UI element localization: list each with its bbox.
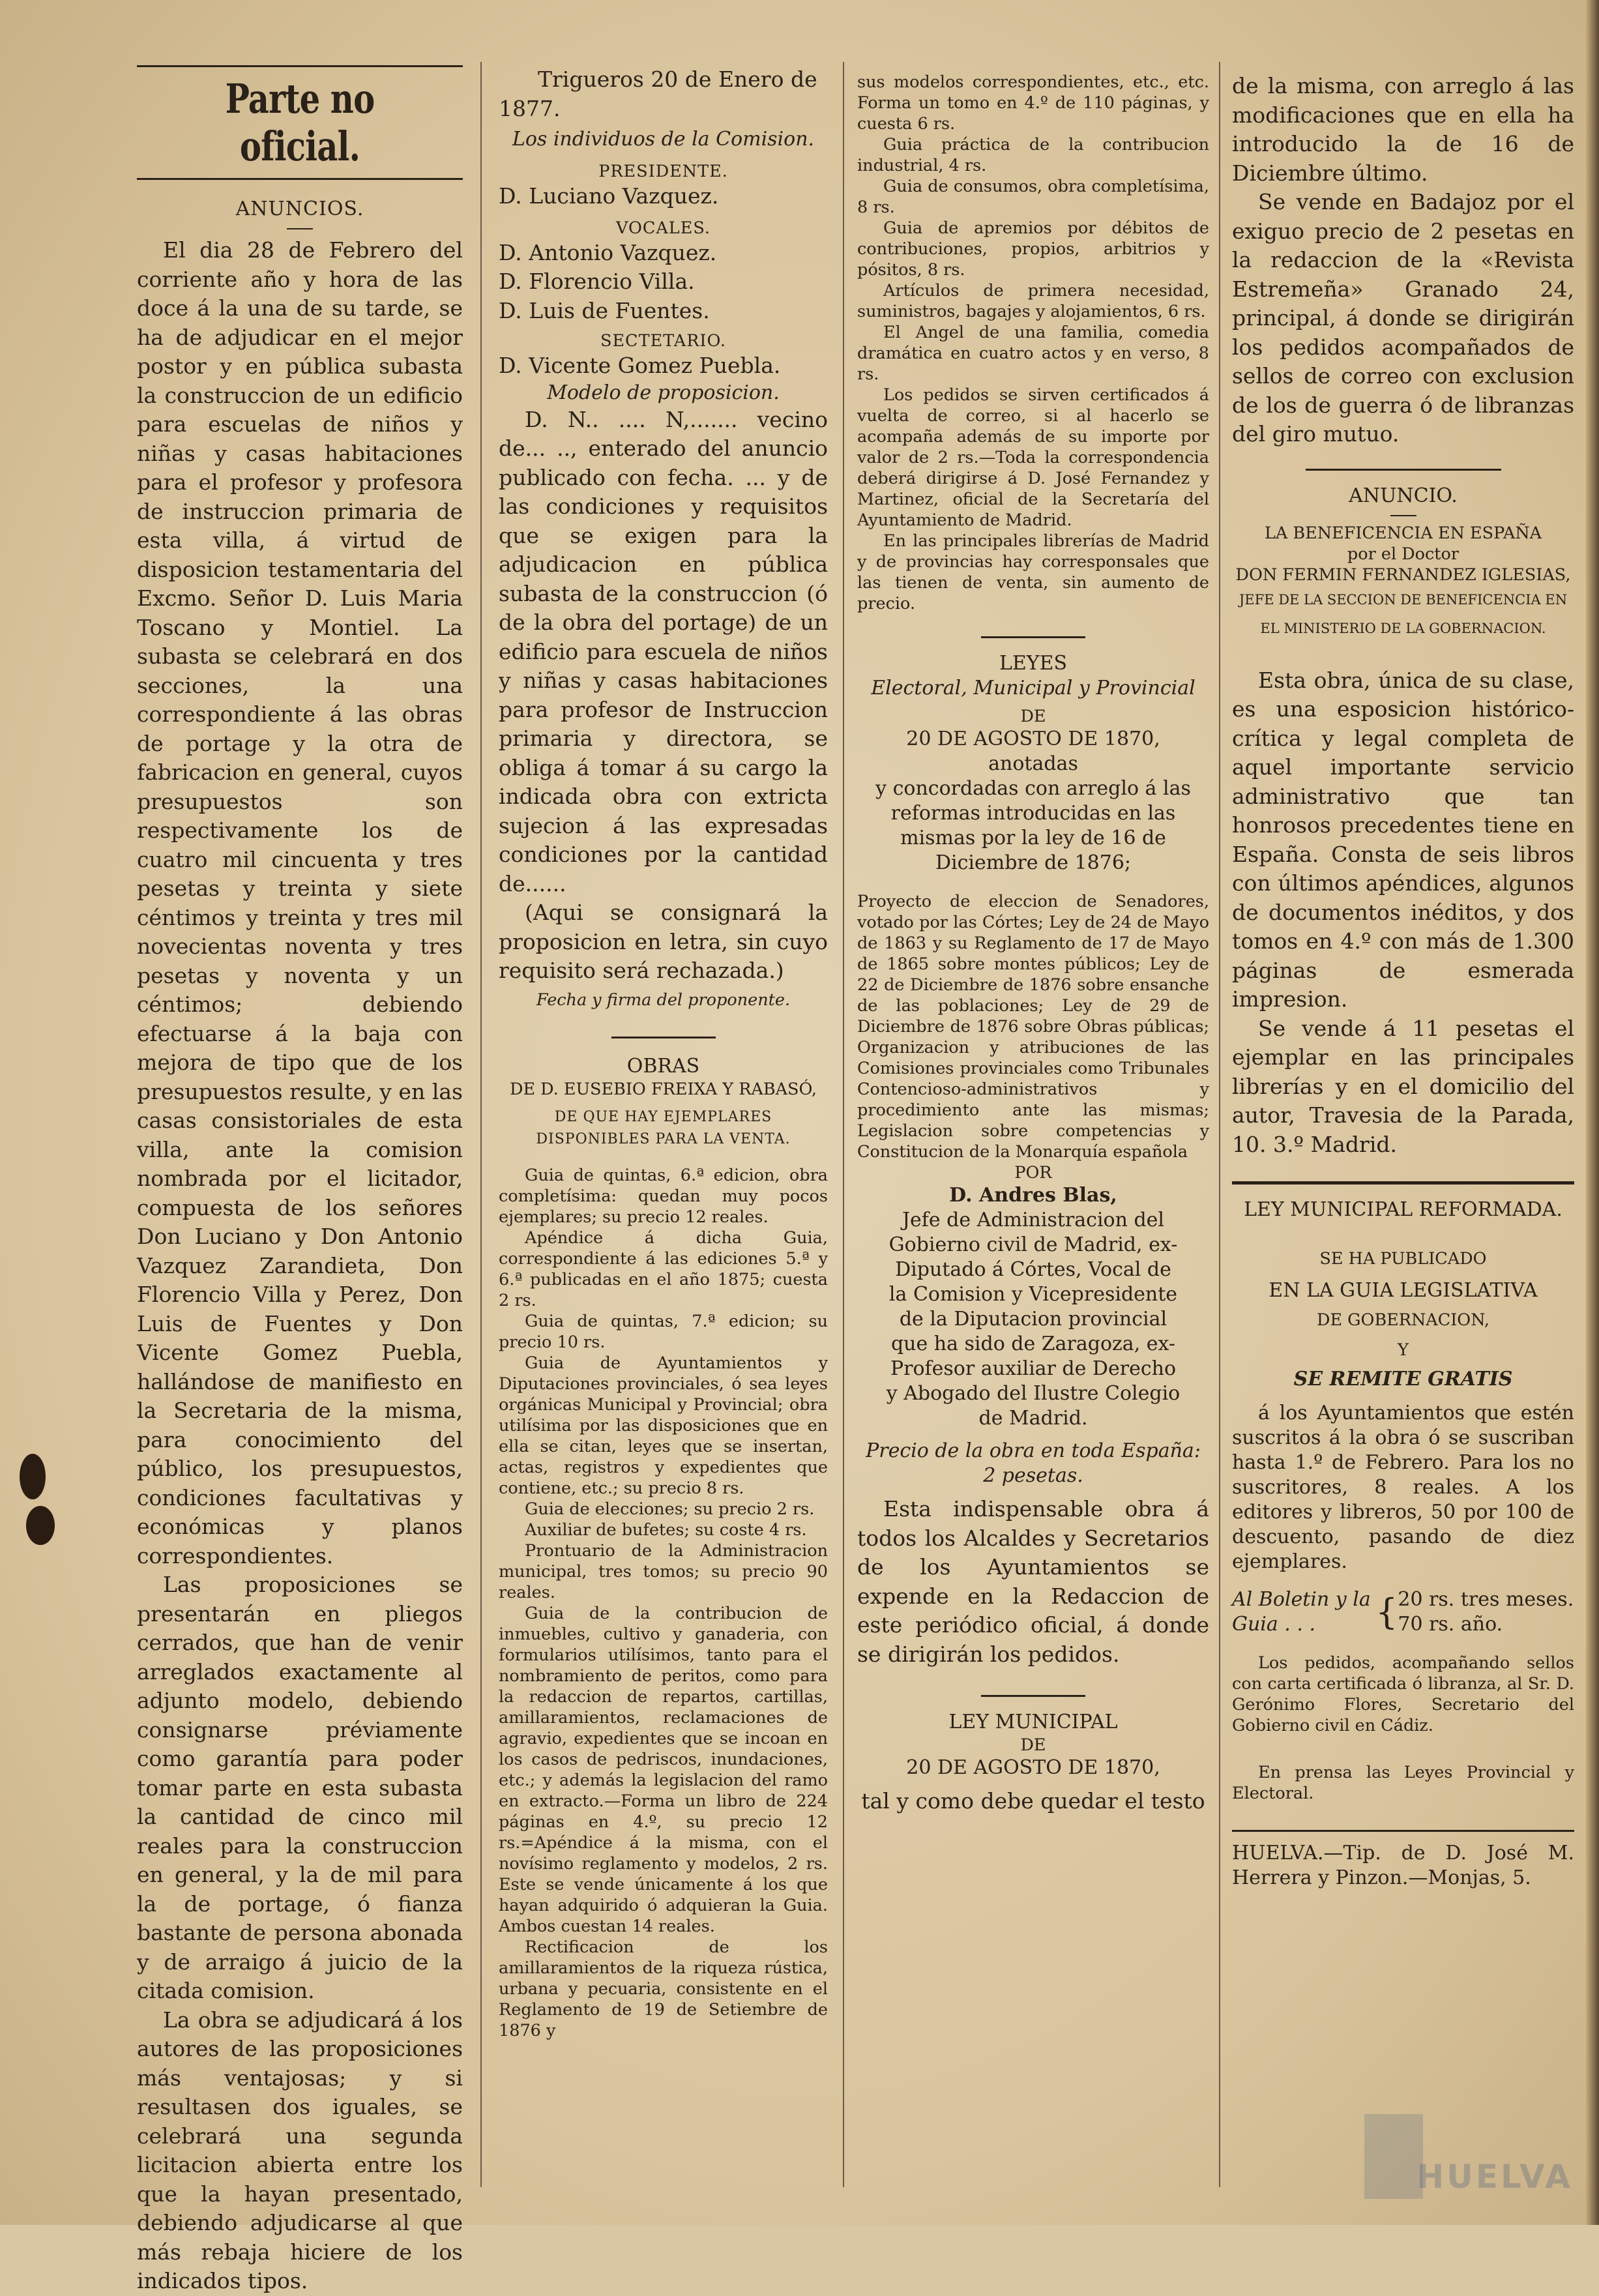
obra-item: Guia de apremios por débitos de contribuciones, propios, arbitrios y pósitos, 8 rs. [857,218,1209,280]
column-4 [1232,72,1574,1891]
ley-reformada: LEY MUNICIPAL REFORMADA. [1244,1198,1562,1221]
ley-municipal-de: DE [1020,1735,1046,1755]
top-rule [137,65,463,67]
doctor-jefe: JEFE DE LA SECCION DE BENEFICENCIA EN EL MINISTERIO DE LA GOBERNACION. [1239,591,1568,636]
section-rule [981,1695,1085,1697]
guia-legislativa: EN LA GUIA LEGISLATIVA [1269,1279,1538,1302]
section-rule [981,636,1085,638]
doctor-name: DON FERMIN FERNANDEZ IGLESIAS, [1235,565,1571,585]
obra-item: Guia de la contribucion de inmuebles, cultivo y ganaderia, con formularios utilísimos, tanto para el nombramiento de peritos, como para la redaccion de repartos, cartillas, amillaramientos, reclamaciones de agravio, expedientes que se incoan en los casos de pedriscos, inundaciones, etc.; y además la legislacion del ramo en extracto.—Forma un libro de 224 páginas en 4.º, su precio 12 rs.=Apéndice á la misma, con el novísimo reglamento y modelos, 2 rs. Este se vende únicamente á los que hayan adquirido ó adquieran la Guia. Ambos cuestan 14 reales. [499,1603,828,1936]
leyes-de: DE [1020,707,1046,726]
obra-item: Los pedidos se sirven certificados á vuelta de correo, si al hacerlo se acompaña además de su importe por valor de 2 rs.—Toda la correspondencia deberá dirigirse á D. José Fernandez y Martinez, oficial de la Secretaría del Ayuntamiento de Madrid. [857,385,1209,530]
boletin-row [1232,1587,1574,1637]
obra-item: Prontuario de la Administracion municipal, tres tomos; su precio 90 reales. [499,1540,828,1602]
benef-title: LA BENEFICENCIA EN ESPAÑA [1264,523,1542,543]
price-year: 70 rs. año. [1398,1613,1503,1636]
masthead: Parte no oficial. [225,75,375,170]
section-rule [1232,1181,1574,1185]
benef-vende: Se vende á 11 pesetas el ejemplar en las principales librerías y en el domicilio del autor, Travesia de la Parada, 10. 3.º Madrid. [1232,1015,1574,1157]
pedidos: Los pedidos, acompañando sellos con carta certificada ó libranza, al Sr. D. Gerónimo Flores, Secretario del Gobierno civil en Cádiz. [1232,1653,1574,1735]
anuncio-para: La obra se adjudicará á los autores de las proposiciones más ventajosas; y si resultasen dos iguales, se celebrará una segunda licitacion abierta entre los que la hayan presentado, debiendo adjudicarse al que más rebaja hiciere de los indicados tipos. [137,2007,463,2293]
esta-obra: Esta indispensable obra á todos los Alcaldes y Secretarios de los Ayuntamientos se expende en la Redaccion de este periódico oficial, á donde se dirigirán los pedidos. [857,1496,1209,1667]
short-rule [1390,515,1416,516]
short-rule [287,228,313,229]
obra-item: Guia de Ayuntamientos y Diputaciones provinciales, ó sea leyes orgánicas Municipal y Provincial; obra utilísima por las disposiciones que en ella se citan, leyes que se insertan, actas, registros y expedientes que contiene, etc.; su precio 8 rs. [499,1353,828,1498]
page-edge [1586,0,1599,2225]
publicado: SE HA PUBLICADO [1319,1249,1487,1269]
obra-item: Rectificacion de los amillaramientos de la riqueza rústica, urbana y pecuaria, consistente en el Reglamento de 19 de Setiembre de 1876 y [499,1937,828,2040]
leyes-sub: Electoral, Municipal y Provincial [871,677,1196,699]
secretario-label: SECTETARIO. [600,331,727,351]
obra-item: Guia de elecciones; su precio 2 rs. [525,1499,815,1519]
column-1 [137,65,463,2296]
por-doctor: por el Doctor [1347,544,1460,564]
benef-text: Esta obra, única de su clase, es una esposicion histórico-crítica y legal completa de aquel importante servicio administrativo que tan honrosos precedentes tiene en España. Consta de seis libros con últimos apéndices, algunos de documentos inéditos, y dos tomos en 4.º con más de 1.300 páginas de esmerada impresion. [1232,667,1574,1012]
y-line: Y [1398,1340,1409,1360]
remite-text: á los Ayuntamientos que estén suscritos á la obra ó se suscriban hasta 1.º de Febrero. Para los no suscritores, 8 reales. A los editores y libreros, 50 por 100 de descuento, pasando de diez ejemplares. [1232,1402,1574,1573]
brace: { [1375,1591,1398,1632]
column-3 [857,72,1209,1816]
obra-item: Apéndice á dicha Guia, correspondiente á las ediciones 5.ª y 6.ª publicadas en el año 1875; cuesta 2 rs. [499,1228,828,1310]
obras-title: OBRAS [626,1054,700,1078]
section-rule [1232,1830,1574,1832]
author-name: D. Andres Blas, [949,1184,1117,1207]
anuncio-heading: ANUNCIO. [1349,484,1458,507]
modelo-heading: Modelo de proposicion. [547,381,780,404]
column-rule [843,62,844,2187]
leyes-date: 20 DE AGOSTO DE 1870, [906,728,1160,750]
obra-item: Guia de consumos, obra completísima, 8 rs. [857,177,1209,217]
section-rule [611,1037,716,1038]
obra-item: Artículos de primera necesidad, suministros, bagajes y alojamientos, 6 rs. [857,281,1209,321]
masthead-rule [137,178,463,180]
obra-item: Guia práctica de la contribucion industrial, 4 rs. [857,135,1209,175]
leyes-anotadas: anotadas [988,752,1078,775]
anuncio-para: El dia 28 de Febrero del corriente año y hora de las doce á la una de su tarde, se ha de adjudicar en el mejor postor y en pública subasta la construccion de un edificio para escuelas de niños y niñas y casas habitaciones para el profesor y profesora de instruccion primaria de esta villa, á virtud de disposicion testamentaria del Excmo. Señor D. Luis Maria Toscano y Montiel. La subasta se celebrará en dos secciones, la una correspondiente á las obras de portage y la otra de fabricacion en general, cuyos presupuestos son respectivamente los de cuatro mil cincuenta y tres pesetas y treinta y siete céntimos y treinta y tres mil novecientas noventa y tres pesetas y noventa y un céntimos; debiendo efectuarse á la baja con mejora de tipo que de los presupuestos resulte, y en las casas consistoriales de esta villa, ante la comision nombrada por el licitador, compuesta de los señores Don Luciano y Don Antonio Vazquez Zarandieta, Don Florencio Villa y Perez, Don Luis de Fuentes y Don Vicente Gomez Puebla, hallándose de manifiesto en la Secretaria de la misma, para conocimiento del público, los presupuestos, condiciones facultativas y económicas y planos correspondientes. [137,237,463,1568]
column-rule [480,62,482,2187]
section-rule [1306,469,1501,471]
author-desc: Jefe de Administracion del Gobierno civil de Madrid, ex-Diputado á Córtes, Vocal de la Comision y Vicepresidente de la Diputacion provincial que ha sido de Zaragoza, ex-Profesor auxiliar de Derecho y Abogado del Ilustre Colegio de Madrid. [886,1209,1181,1430]
modelo-note: (Aqui se consignará la proposicion en letra, sin cuyo requisito será rechazada.) [499,900,828,983]
imprenta: HUELVA.—Tip. de D. José M. Herrera y Pinzon.—Monjas, 5. [1232,1842,1574,1889]
column-2 [499,65,828,2041]
col4-vende: Se vende en Badajoz por el exiguo precio de 2 pesetas en la redaccion de la «Revista Estremeña» Granado 24, principal, á donde se dirigirán los pedidos acompañados de sellos de correo con exclusion de los de guerra ó de libranzas del giro mutuo. [1232,189,1574,447]
ink-stain [26,1506,55,1545]
leyes-title: LEYES [999,652,1068,675]
vocal-name: D. Florencio Villa. [499,269,695,294]
boletin-prices [1398,1587,1574,1637]
obra-item: sus modelos correspondientes, etc., etc. Forma un tomo en 4.º de 110 páginas, y cuesta 6 rs. [857,72,1209,134]
commission-line: Los individuos de la Comision. [512,128,815,151]
leyes-proyecto: Proyecto de eleccion de Senadores, votado por las Córtes; Ley de 24 de Mayo de 1863 y su Reglamento de 17 de Mayo de 1865 sobre montes públicos; Ley de 22 de Diciembre de 1876 sobre ensanche de las poblaciones; Ley de 29 de Diciembre de 1876 sobre Obras públicas; Organizacion y atribuciones de las Comisiones provinciales como Tribunales Contencioso-administrativos y procedimiento ante las mismas; Legislacion sobre competencias y Constitucion de la Monarquía española [857,892,1209,1162]
en-prensa: En prensa las Leyes Provincial y Electoral. [1232,1763,1574,1803]
por-line: POR [1014,1163,1052,1183]
date-line: Trigueros 20 de Enero de 1877. [499,66,817,121]
anuncio-para: Las proposiciones se presentarán en pliegos cerrados, que han de venir arreglados exactamente al adjunto modelo, debiendo consignarse préviamente como garantía para poder tomar parte en esta subasta la cantidad de cinco mil reales para la construccion en general, y la de mil para la de portage, ó fianza bastante de persona abonada y de arraigo á juicio de la citada comision. [137,1572,463,2003]
precio-line: Precio de la obra en toda España: 2 pesetas. [866,1439,1201,1487]
obra-item: En las principales librerías de Madrid y de provincias hay corresponsales que las tienen de venta, sin aumento de precio. [857,531,1209,613]
presidente-name: D. Luciano Vazquez. [499,183,719,209]
col4-continuation: de la misma, con arreglo á las modificaciones que en ella ha introducido la de 16 de Diciembre último. [1232,73,1574,186]
column-rule [1219,62,1220,2187]
presidente-label: PRESIDENTE. [598,162,728,181]
ley-municipal-text: tal y como debe quedar el testo [861,1788,1205,1814]
firma-line: Fecha y firma del proponente. [536,990,791,1010]
obra-item: Auxiliar de bufetes; su coste 4 rs. [525,1520,807,1540]
price-quarter: 20 rs. tres meses. [1398,1588,1574,1611]
boletin-label: Al Boletin y la Guia . . . [1232,1588,1371,1636]
obra-item: Guia de quintas, 6.ª edicion, obra completísima: quedan muy pocos ejemplares; su precio 12 reales. [499,1165,828,1227]
vocal-name: D. Luis de Fuentes. [499,297,710,323]
anuncios-heading: ANUNCIOS. [235,198,364,220]
obra-item: El Angel de una familia, comedia dramática en cuatro actos y en verso, 8 rs. [857,323,1209,384]
remite-gratis: SE REMITE GRATIS [1293,1368,1513,1391]
ink-stain [20,1454,46,1499]
leyes-concordadas: y concordadas con arreglo á las reformas introducidas en las mismas por la ley de 16 de Diciembre de 1876; [875,777,1191,874]
vocal-name: D. Antonio Vazquez. [499,239,717,265]
obra-item: Guia de quintas, 7.ª edicion; su precio 10 rs. [499,1311,828,1352]
obras-author: DE D. EUSEBIO FREIXA Y RABASÓ, [510,1079,817,1099]
library-logo-text: HUELVA [1416,2158,1573,2196]
gobernacion: DE GOBERNACION, [1317,1310,1489,1330]
obras-sub: DE QUE HAY EJEMPLARES DISPONIBLES PARA LA VENTA. [536,1108,791,1147]
secretario-name: D. Vicente Gomez Puebla. [499,353,781,378]
ley-municipal-date: 20 DE AGOSTO DE 1870, [906,1756,1160,1779]
vocales-label: VOCALES. [615,218,711,238]
ley-municipal-title: LEY MUNICIPAL [948,1711,1118,1733]
modelo-text: D. N.. .... N,....... vecino de... .., enterado del anuncio publicado con fecha. ... y de las condiciones y requisitos que se exigen para la adjudicacion en pública subasta de la construccion (ó de la obra del portage) de un edificio para escuela de niños y niñas y casas habitaciones para profesor de Instruccion primaria y directora, se obliga á tomar á su cargo la indicada obra con extricta sujecion á las expresadas condiciones por la cantidad de...... [499,406,828,896]
